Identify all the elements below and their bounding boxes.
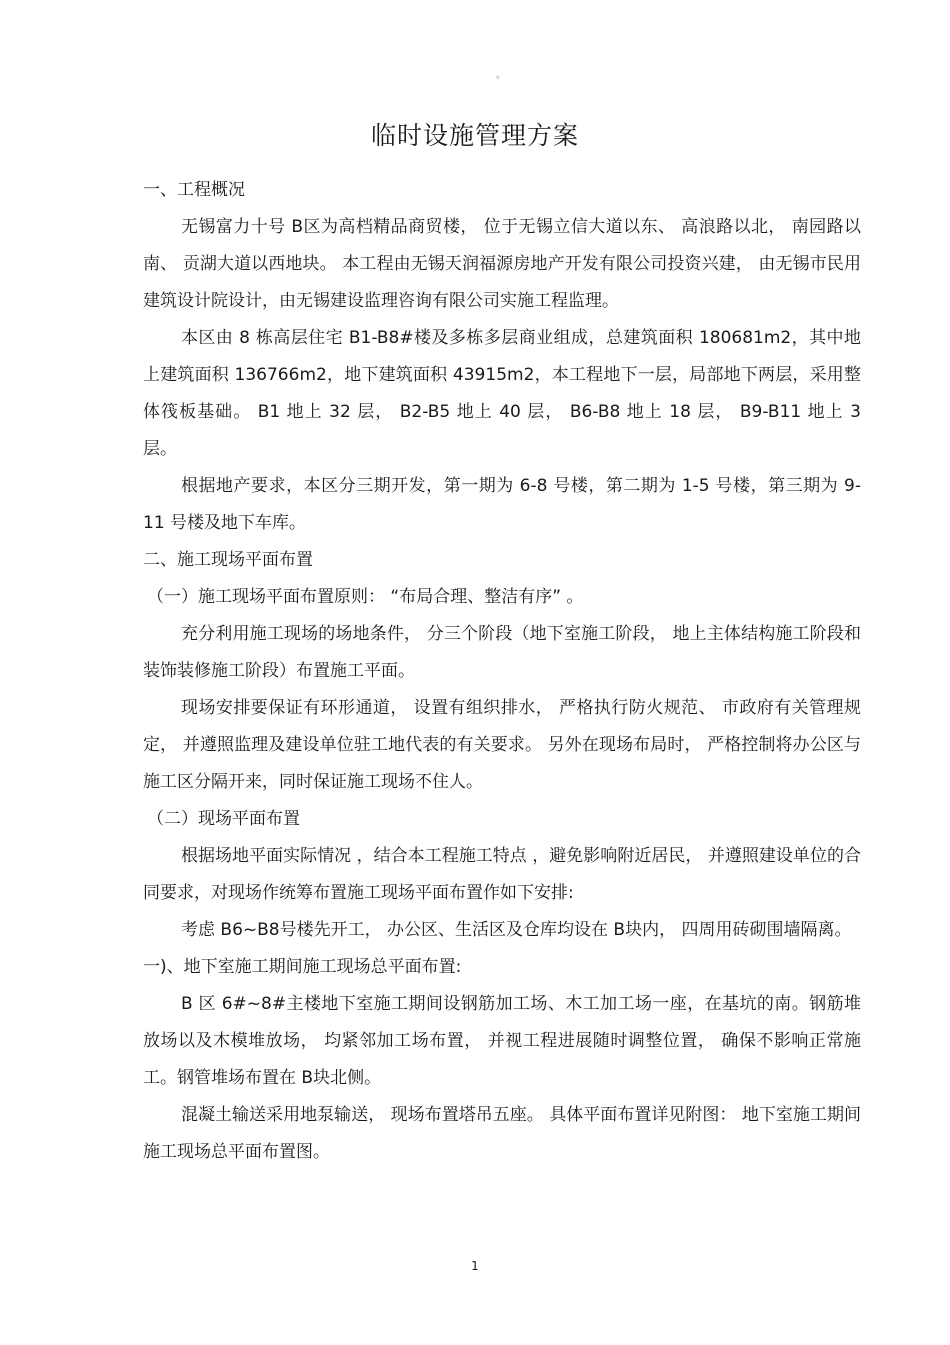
- page-number: 1: [471, 1259, 479, 1273]
- header-mark: 。: [496, 70, 506, 81]
- body-paragraph: 本区由 8 栋高层住宅 B1-B8#楼及多栋多层商业组成，总建筑面积 180681m2，其中地上建筑面积 136766m2，地下建筑面积 43915m2，本工程地下一层，局部地下两层，采用整体筏板基础。 B1 地上 32 层， B2-B5 地上 40 层， B6-B8 地上 18 层， B9-B11 地上 3 层。: [143, 328, 861, 459]
- section-heading: 二、施工现场平面布置: [143, 550, 313, 570]
- body-paragraph: 根据场地平面实际情况 ，结合本工程施工特点 ，避免影响附近居民， 并遵照建设单位的合同要求，对现场作统筹布置施工现场平面布置作如下安排:: [143, 846, 861, 903]
- body-paragraph: 现场安排要保证有环形通道， 设置有组织排水， 严格执行防火规范、 市政府有关管理规定， 并遵照监理及建设单位驻工地代表的有关要求。 另外在现场布局时， 严格控制将办公区与施工区分隔开来，同时保证施工现场不住人。: [143, 698, 861, 792]
- body-paragraph: 考虑 B6~B8号楼先开工， 办公区、生活区及仓库均设在 B块内， 四周用砖砌围墙隔离。: [181, 920, 852, 940]
- section-heading: 一、工程概况: [143, 180, 245, 200]
- section-heading: （一）施工现场平面布置原则： “布局合理、整洁有序” 。: [147, 587, 584, 607]
- section-heading: （二）现场平面布置: [147, 809, 300, 829]
- body-paragraph: 充分利用施工现场的场地条件， 分三个阶段（地下室施工阶段， 地上主体结构施工阶段和装饰装修施工阶段）布置施工平面。: [143, 624, 861, 681]
- page-title: 临时设施管理方案: [370, 121, 579, 150]
- document-body: [143, 172, 861, 1171]
- section-heading: 一)、地下室施工期间施工现场总平面布置:: [143, 957, 462, 977]
- body-paragraph: 无锡富力十号 B区为高档精品商贸楼， 位于无锡立信大道以东、 高浪路以北， 南园路以南、 贡湖大道以西地块。 本工程由无锡天润福源房地产开发有限公司投资兴建， 由无锡市民用建筑设计院设计，由无锡建设监理咨询有限公司实施工程监理。: [143, 217, 861, 311]
- body-paragraph: 根据地产要求，本区分三期开发，第一期为 6-8 号楼，第二期为 1-5 号楼，第三期为 9-11 号楼及地下车库。: [143, 476, 861, 533]
- body-paragraph: B 区 6#~8#主楼地下室施工期间设钢筋加工场、木工加工场一座，在基坑的南。钢筋堆放场以及木模堆放场， 均紧邻加工场布置， 并视工程进展随时调整位置， 确保不影响正常施工。钢管堆场布置在 B块北侧。: [143, 994, 861, 1088]
- body-paragraph: 混凝土输送采用地泵输送， 现场布置塔吊五座。 具体平面布置详见附图： 地下室施工期间施工现场总平面布置图。: [143, 1105, 861, 1162]
